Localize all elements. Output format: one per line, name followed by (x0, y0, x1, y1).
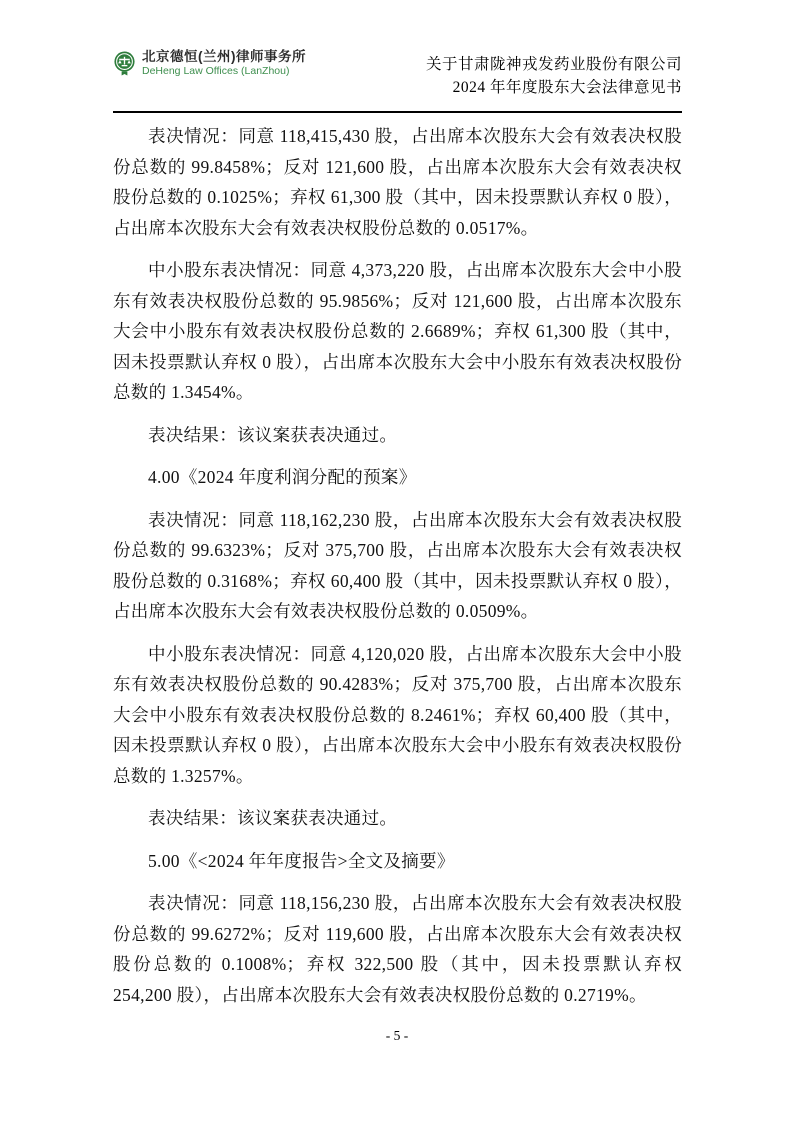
deheng-logo-icon (113, 51, 136, 77)
firm-name-block (142, 48, 306, 78)
document-title-line2: 2024 年年度股东大会法律意见书 (452, 79, 682, 96)
minority-vote-paragraph: 中小股东表决情况：同意 4,120,020 股，占出席本次股东大会中小股东有效表决权股份总数的 90.4283%；反对 375,700 股，占出席本次股东大会中小股东有效表决权股份总数的 8.2461%；弃权 60,400 股（其中，因未投票默认弃权 0 股），占出席本次股东大会中小股东有效表决权股份总数的 1.3257%。 (113, 643, 682, 786)
header-divider (113, 111, 682, 113)
firm-name-english: DeHeng Law Offices (LanZhou) (142, 65, 290, 77)
vote-detail-paragraph: 表决情况：同意 118,156,230 股，占出席本次股东大会有效表决权股份总数的 99.6272%；反对 119,600 股，占出席本次股东大会有效表决权股份总数的 0.1008%；弃权 322,500 股（其中，因未投票默认弃权 254,200 股），占出席本次股东大会有效表决权股份总数的 0.2719%。 (113, 893, 682, 1005)
page-number: - 5 - (385, 1028, 409, 1043)
vote-result-paragraph: 表决结果：该议案获表决通过。 (148, 424, 398, 445)
proposal-5-heading: 5.00《<2024 年年度报告>全文及摘要》 (148, 850, 455, 871)
vote-detail-paragraph: 表决情况：同意 118,162,230 股，占出席本次股东大会有效表决权股份总数的 99.6323%；反对 375,700 股，占出席本次股东大会有效表决权股份总数的 0.3168%；弃权 60,400 股（其中，因未投票默认弃权 0 股），占出席本次股东大会有效表决权股份总数的 0.0509%。 (113, 509, 682, 621)
document-body (113, 121, 682, 1022)
page-header (113, 48, 682, 99)
vote-detail-paragraph: 表决情况：同意 118,415,430 股，占出席本次股东大会有效表决权股份总数的 99.8458%；反对 121,600 股，占出席本次股东大会有效表决权股份总数的 0.1025%；弃权 61,300 股（其中，因未投票默认弃权 0 股），占出席本次股东大会有效表决权股份总数的 0.0517%。 (113, 126, 682, 238)
document-title (426, 48, 682, 99)
document-title-line1: 关于甘肃陇神戎发药业股份有限公司 (425, 56, 682, 73)
proposal-4-heading: 4.00《2024 年度利润分配的预案》 (148, 467, 417, 487)
firm-identity (113, 48, 306, 78)
vote-result-paragraph: 表决结果：该议案获表决通过。 (148, 808, 398, 828)
firm-name-chinese: 北京德恒(兰州)律师事务所 (142, 49, 306, 64)
minority-vote-paragraph: 中小股东表决情况：同意 4,373,220 股，占出席本次股东大会中小股东有效表决权股份总数的 95.9856%；反对 121,600 股，占出席本次股东大会中小股东有效表决权股份总数的 2.6689%；弃权 61,300 股（其中，因未投票默认弃权 0 股），占出席本次股东大会中小股东有效表决权股份总数的 1.3454%。 (113, 260, 682, 402)
